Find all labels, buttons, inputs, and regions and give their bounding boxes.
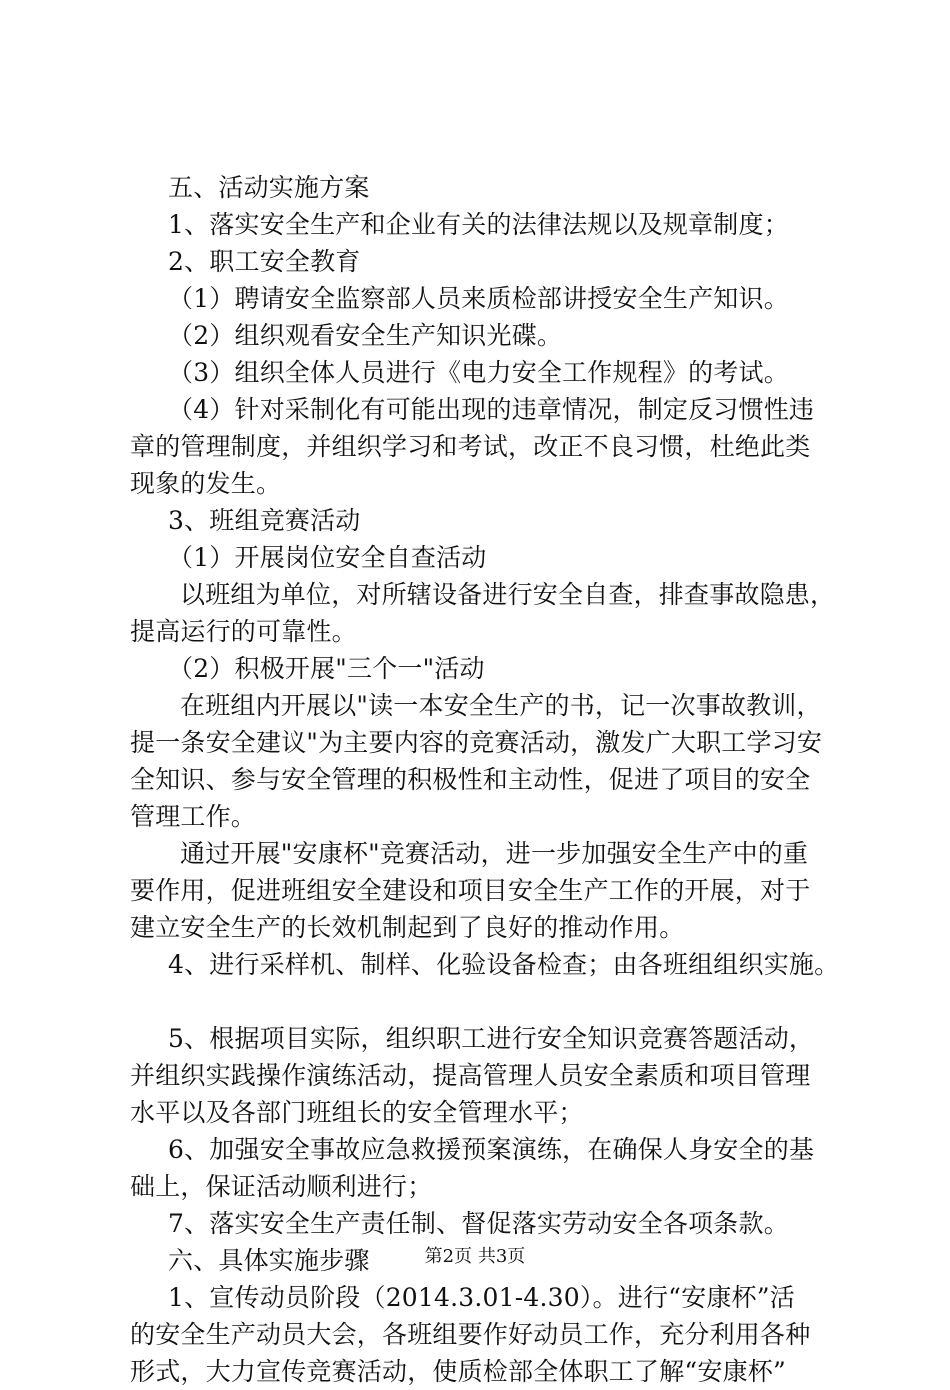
paragraph-line: （2）组织观看安全生产知识光碟。 bbox=[168, 321, 563, 350]
paragraph-line: 形式，大力宣传竞赛活动，使质检部全体职工了解“安康杯” bbox=[130, 1357, 786, 1386]
section-heading: 五、活动实施方案 bbox=[168, 173, 370, 202]
paragraph-line: 1、落实安全生产和企业有关的法律法规以及规章制度； bbox=[168, 210, 789, 239]
blank-line bbox=[130, 983, 830, 1020]
paragraph-line: 7、落实安全生产责任制、督促落实劳动安全各项条款。 bbox=[168, 1209, 789, 1238]
paragraph-line: 提高运行的可靠性。 bbox=[130, 617, 357, 646]
page-footer: 第2页 共3页 bbox=[424, 1246, 526, 1267]
paragraph-line: 的安全生产动员大会，各班组要作好动员工作，充分利用各种 bbox=[130, 1320, 811, 1349]
paragraph-line: 1、宣传动员阶段（2014.3.01-4.30）。进行“安康杯”活 bbox=[168, 1283, 795, 1312]
paragraph-line: （4）针对采制化有可能出现的违章情况，制定反习惯性违 bbox=[168, 395, 815, 424]
paragraph-line: 水平以及各部门班组长的安全管理水平； bbox=[130, 1098, 584, 1127]
paragraph-line: 2、职工安全教育 bbox=[168, 247, 361, 276]
section-heading: 六、具体实施步骤 bbox=[168, 1246, 370, 1275]
document-body bbox=[130, 169, 840, 1390]
paragraph-line: 础上，保证活动顺利进行； bbox=[130, 1172, 433, 1201]
paragraph-line: 通过开展"安康杯"竞赛活动，进一步加强安全生产中的重 bbox=[180, 839, 809, 868]
paragraph-line: （2）积极开展"三个一"活动 bbox=[168, 654, 485, 683]
paragraph-line: 5、根据项目实际，组织职工进行安全知识竞赛答题活动， bbox=[168, 1024, 815, 1053]
paragraph-line: 3、班组竞赛活动 bbox=[168, 506, 361, 535]
paragraph-line: 并组织实践操作演练活动，提高管理人员安全素质和项目管理 bbox=[130, 1061, 811, 1090]
paragraph-line: 现象的发生。 bbox=[130, 469, 282, 498]
paragraph-line: 4、进行采样机、制样、化验设备检查；由各班组组织实施。 bbox=[168, 950, 840, 979]
paragraph-line: 章的管理制度，并组织学习和考试，改正不良习惯，杜绝此类 bbox=[130, 432, 811, 461]
paragraph-line: 以班组为单位，对所辖设备进行安全自查，排查事故隐患， bbox=[180, 580, 836, 609]
paragraph-line: 建立安全生产的长效机制起到了良好的推动作用。 bbox=[130, 913, 685, 942]
paragraph-line: 全知识、参与安全管理的积极性和主动性，促进了项目的安全 bbox=[130, 765, 811, 794]
paragraph-line: （3）组织全体人员进行《电力安全工作规程》的考试。 bbox=[168, 358, 789, 387]
paragraph-line: 6、加强安全事故应急救援预案演练，在确保人身安全的基 bbox=[168, 1135, 815, 1164]
paragraph-line: 要作用，促进班组安全建设和项目安全生产工作的开展，对于 bbox=[130, 876, 811, 905]
paragraph-line: 管理工作。 bbox=[130, 802, 257, 831]
paragraph-line: （1）开展岗位安全自查活动 bbox=[168, 543, 487, 572]
paragraph-line: 提一条安全建议"为主要内容的竞赛活动，激发广大职工学习安 bbox=[130, 728, 823, 757]
paragraph-line: （1）聘请安全监察部人员来质检部讲授安全生产知识。 bbox=[168, 284, 789, 313]
paragraph-line: 在班组内开展以"读一本安全生产的书，记一次事故教训， bbox=[180, 691, 822, 720]
